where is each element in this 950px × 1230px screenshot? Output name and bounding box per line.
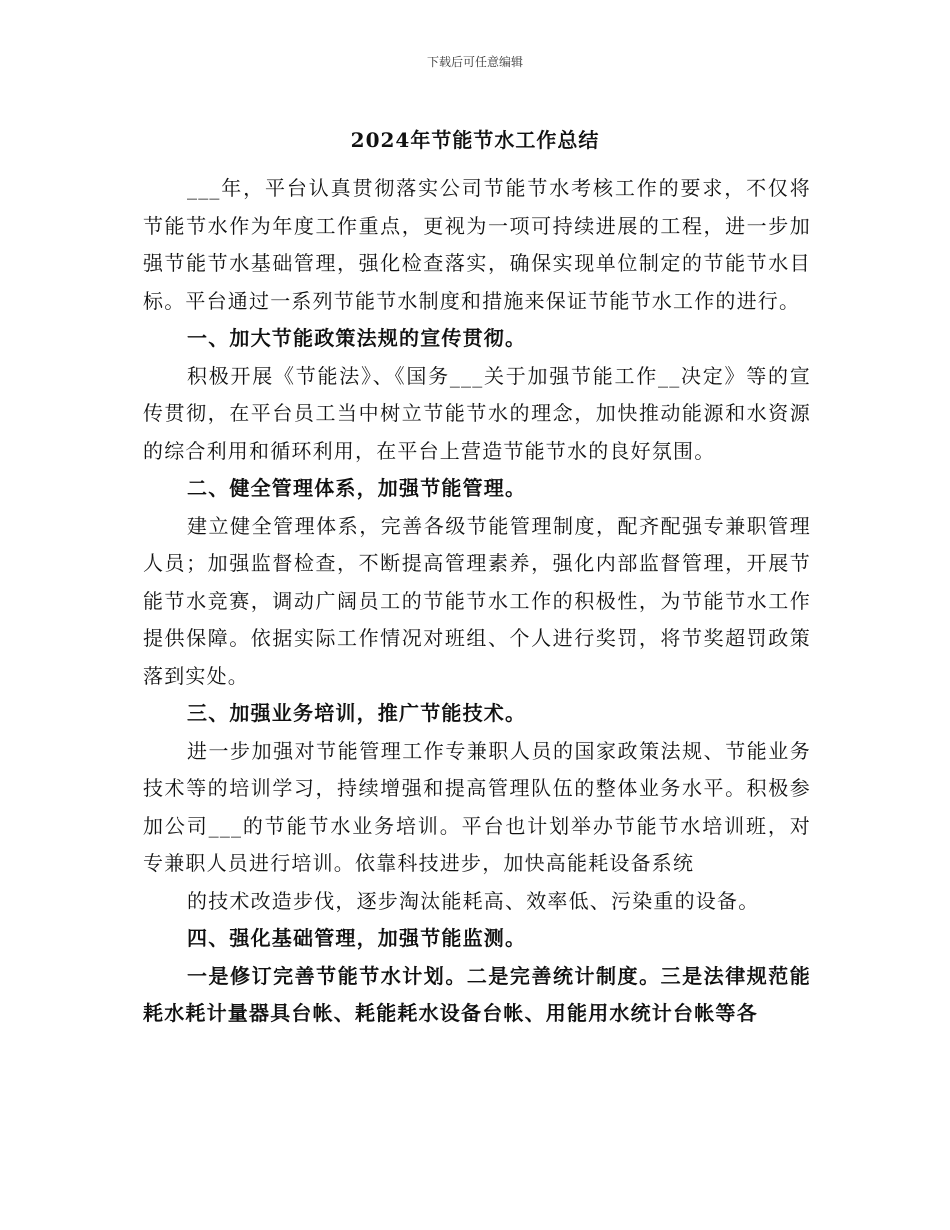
document-title: 2024年节能节水工作总结 (350, 128, 600, 152)
paragraph-section-1: 积极开展《节能法》、《国务___关于加强节能工作__决定》等的宣传贯彻，在平台员工当中树立节能节水的理念，加快推动能源和水资源的综合利用和循环利用，在平台上营造节能节水的良好氛围。 (143, 363, 811, 463)
header-note: 下载后可任意编辑 (426, 55, 523, 69)
document-body (143, 170, 811, 1033)
paragraph-intro: ___年，平台认真贯彻落实公司节能节水考核工作的要求，不仅将节能节水作为年度工作重点，更视为一项可持续进展的工程，进一步加强节能节水基础管理，强化检查落实，确保实现单位制定的节能节水目标。平台通过一系列节能节水制度和措施来保证节能节水工作的进行。 (143, 176, 811, 313)
paragraph-section-4: 一是修订完善节能节水计划。二是完善统计制度。三是法律规范能耗水耗计量器具台帐、耗能耗水设备台帐、用能用水统计台帐等各 (143, 963, 811, 1025)
section-heading-1: 一、加大节能政策法规的宣传贯彻。 (187, 326, 527, 350)
section-heading-2: 二、健全管理体系，加强节能管理。 (187, 476, 527, 500)
section-heading-4: 四、强化基础管理，加强节能监测。 (187, 926, 527, 950)
paragraph-section-3-continued: 的技术改造步伐，逐步淘汰能耗高、效率低、污染重的设备。 (187, 888, 760, 913)
paragraph-section-2: 建立健全管理体系，完善各级节能管理制度，配齐配强专兼职管理人员；加强监督检查，不断提高管理素养，强化内部监督管理，开展节能节水竞赛，调动广阔员工的节能节水工作的积极性，为节能节水工作提供保障。依据实际工作情况对班组、个人进行奖罚，将节奖超罚政策落到实处。 (143, 513, 811, 688)
section-heading-3: 三、加强业务培训，推广节能技术。 (187, 701, 527, 725)
paragraph-section-3: 进一步加强对节能管理工作专兼职人员的国家政策法规、节能业务技术等的培训学习，持续增强和提高管理队伍的整体业务水平。积极参加公司___的节能节水业务培训。平台也计划举办节能节水培训班，对专兼职人员进行培训。依靠科技进步，加快高能耗设备系统 (143, 738, 811, 875)
